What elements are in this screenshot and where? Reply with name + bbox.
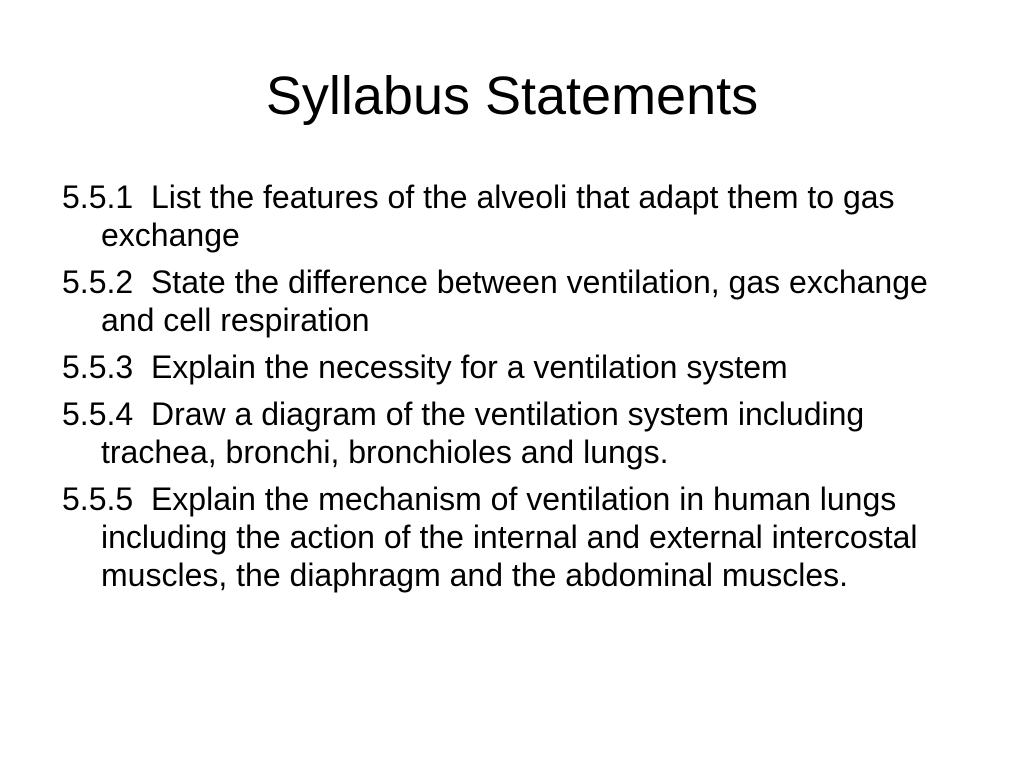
- statement-text: Draw a diagram of the ventilation system including trachea, bronchi, bronchioles and lungs.: [101, 396, 865, 470]
- statement-text: Explain the necessity for a ventilation system: [150, 349, 788, 385]
- statement-text: State the difference between ventilation, gas exchange and cell respiration: [101, 264, 928, 338]
- statement-code: 5.5.1: [62, 179, 134, 215]
- statement-text: Explain the mechanism of ventilation in human lungs including the action of the internal and external intercostal muscles, the diaphragm and the abdominal muscles.: [101, 481, 918, 593]
- syllabus-statement-list: [62, 178, 982, 603]
- statement-code: 5.5.3: [62, 349, 134, 385]
- syllabus-statement: [62, 480, 982, 594]
- syllabus-statement: [62, 263, 982, 339]
- statement-code: 5.5.4: [62, 396, 134, 432]
- syllabus-statement: [62, 348, 982, 386]
- syllabus-statement: [62, 395, 982, 471]
- statement-text: List the features of the alveoli that adapt them to gas exchange: [101, 179, 895, 253]
- slide-title: Syllabus Statements: [265, 66, 759, 126]
- statement-code: 5.5.2: [62, 264, 134, 300]
- statement-code: 5.5.5: [62, 481, 134, 517]
- syllabus-statement: [62, 178, 982, 254]
